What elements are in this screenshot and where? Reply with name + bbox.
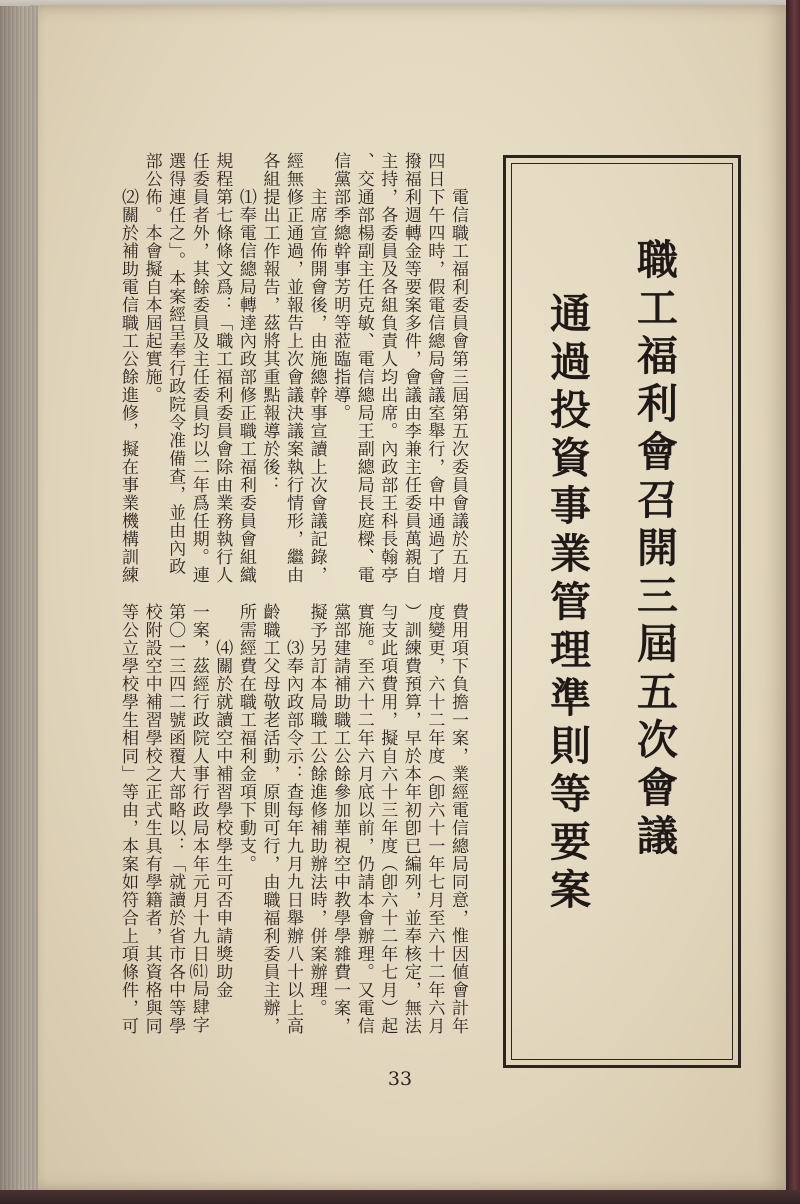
text-column: ⑶奉內政部令示：查每年九月九日舉辦八十以上高 [283,639,303,1035]
text-column: 選得連任之」。本案經呈奉行政院令准備查，並由內政 [165,152,186,576]
text-column: 、交通部楊副主任克敏、電信總局王副總局長庭樑、電 [353,152,374,584]
text-column: 勻支此項費用，擬自六十三年度（卽六十二年七月）起 [377,603,398,1035]
page-number: 33 [387,1068,413,1090]
text-column: 擬予另訂本局職工公餘進修補助辦法時，併案辦理。 [306,603,327,1017]
article-title-box [503,155,741,1068]
article-title-line-1: 職工福利會召開三屆五次會議 [630,238,678,862]
text-column: 四日下午四時，假電信總局會議室舉行，會中通過了增 [424,152,445,584]
text-column: 主席宣佈開會後，由施總幹事宣讀上次會議記錄， [306,188,327,584]
text-column: 齡職工父母敬老活動，原則可行，由職福利委員主辦， [259,603,280,1035]
page-stack-edges [0,6,38,1192]
text-column: 度變更，六十二年度（卽六十一年七月至六十二年六月 [424,603,445,1035]
text-column: 等公立學校學生相同」等由，本案如符合上項條件，可 [118,603,139,1035]
text-column: 費用項下負擔一案，業經電信總局同意，惟因値會計年 [448,603,468,1035]
text-column: 實施。至六十二年六月底以前，仍請本會辦理。又電信 [353,603,374,1035]
text-column: 任委員者外，其餘委員及主任委員均以二年爲任期。連 [188,152,209,584]
text-column: 各組提出工作報告，茲將其重點報導於後： [259,152,280,494]
article-body-upper [110,148,472,593]
text-column: 撥福利週轉金等要案多件，會議由李兼主任委員萬親自 [400,152,421,584]
article-body-lower [110,598,472,1070]
text-column: 黨部建請補助職工公餘參加華視空中教學學雜費一案， [330,603,351,1035]
book-cover-edge [786,0,800,1204]
text-column: 部公佈。本會擬自本屆起實施。 [141,152,162,404]
text-column: 一案，茲經行政院人事行政局本年元月十九日(61)局肆字 [188,603,209,1034]
text-column: ⑵關於補助電信職工公餘進修，擬在事業機構訓練 [118,188,139,584]
combined-numeral: (61) [189,963,209,980]
book-cover-bottom [0,1190,800,1204]
text-column: ⑷關於就讀空中補習學校學生可否申請獎助金 [212,639,233,999]
text-column: 第〇一三四二號函覆大部略以：「就讀於省市各中等學 [165,603,186,1035]
text-column: 電信職工福利委員會第三屆第五次委員會議於五月 [448,188,468,584]
text-column: 主持，各委員及各組負責人均出席。內政部王科長翰亭 [377,152,398,584]
text-column: 信黨部季總幹事芳明等蒞臨指導。 [330,152,351,422]
text-column: 經無修正通過，並報告上次會議決議案執行情形，繼由 [283,152,303,584]
text-column: 校附設空中補習學校之正式生具有學籍者，其資格與同 [141,603,162,1035]
text-column: 所需經費在職工福利金項下動支。 [235,603,256,873]
article-title-line-2: 通過投資事業管理準則等要案 [543,292,591,916]
text-column: ）訓練費預算，早於本年初卽已編列，並奉核定，無法 [400,603,421,1035]
text-column: ⑴奉電信總局轉達內政部修正職工福利委員會組織 [235,188,256,584]
text-column: 規程第七條條文爲：「職工福利委員會除由業務執行人 [212,152,233,584]
